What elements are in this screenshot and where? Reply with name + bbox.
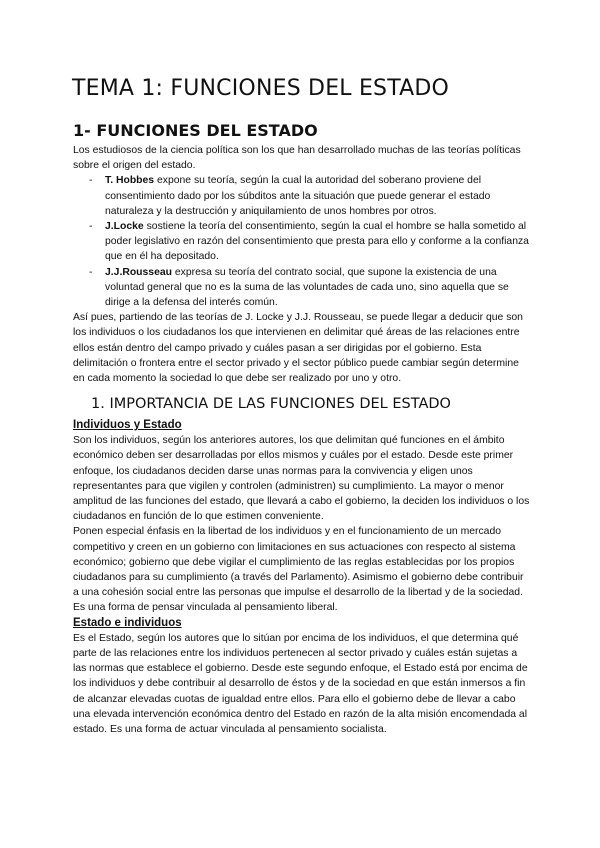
list-item-text: expone su teoría, según la cual la autoridad del soberano proviene del consentimiento dado por los súbditos ante la situación que puede generar el estado naturaleza y la destrucción y aniquilamiento de unos hombres por otros.	[105, 175, 491, 217]
section-heading-funciones: 1- FUNCIONES DEL ESTADO	[73, 121, 318, 140]
list-item-locke	[89, 219, 531, 265]
section-intro: Los estudiosos de la ciencia política son los que han desarrollado muchas de las teorías políticas sobre el origen del estado.	[73, 145, 521, 172]
list-item-text: expresa su teoría del contrato social, que supone la existencia de una voluntad general que no es la suma de las voluntades de cada uno, sino aquella que se dirige a la defensa del interés común.	[105, 266, 509, 309]
bullet-dash: -	[89, 175, 93, 187]
author-name: J.J.Rousseau	[105, 266, 172, 278]
subheading-estado-individuos: Estado e individuos	[73, 616, 182, 629]
list-item-rousseau	[89, 265, 531, 311]
paragraph: Son los individuos, según los anteriores autores, los que delimitan qué funciones en el ámbito económico deben ser desarrolladas por ellos mismos y cuáles por el estado. Desde este primer enfoque, los ciudadanos deciden darse unas normas para la convivencia y eligen unos representantes para que vigilen y controlen (administren) su cumplimiento. La mayor o menor amplitud de las funciones del estado, que llevará a cabo el gobierno, la deciden los individuos o los ciudadanos en función de lo que estimen conveniente.	[73, 435, 530, 523]
subheading-individuos-estado: Individuos y Estado	[73, 419, 182, 432]
author-name: J.Locke	[105, 221, 144, 233]
page-title: TEMA 1: FUNCIONES DEL ESTADO	[72, 76, 450, 101]
list-item-hobbes	[89, 173, 531, 219]
paragraph: Ponen especial énfasis en la libertad de los individuos y en el funcionamiento de un mercado competitivo y creen en un gobierno con limitaciones en sus actuaciones con respecto al sistema económico; gobierno que debe vigilar el cumplimiento de las reglas establecidas por los propios ciudadanos para su cumplimiento (a través del Parlamento). Asimismo el gobierno debe contribuir a una cohesión social entre las personas que impulse el desarrollo de la libertad y de la sociedad. Es una forma de pensar vinculada al pensamiento liberal.	[73, 526, 524, 614]
section-conclusion: Así pues, partiendo de las teorías de J. Locke y J.J. Rousseau, se puede llegar a deducir que son los individuos o los ciudadanos los que intervienen en delimitar qué áreas de las relaciones entre ellos están dentro del campo privado y cuáles pasan a ser dirigidas por el gobierno. Esta delimitación o frontera entre el sector privado y el sector público puede cambiar según determine en cada momento la sociedad lo que debe ser realizado por uno y otro.	[73, 312, 523, 385]
bullet-dash: -	[89, 266, 93, 278]
paragraph: Es el Estado, según los autores que lo sitúan por encima de los individuos, el que determina qué parte de las relaciones entre los individuos pertenecen al sector privado y cuáles están sujetas a las normas que establece el gobierno. Desde este segundo enfoque, el Estado está por encima de los individuos y debe contribuir al desarrollo de éstos y de la sociedad en que están inmersos a fin de alcanzar elevadas cuotas de igualdad entre ellos. Para ello el gobierno debe de llevar a cabo una elevada intervención económica dentro del Estado en razón de la alta misión encomendada al estado. Es una forma de actuar vinculada al pensamiento socialista.	[73, 632, 528, 735]
section-heading-importancia: 1. IMPORTANCIA DE LAS FUNCIONES DEL ESTADO	[91, 396, 451, 413]
document-body	[73, 120, 531, 737]
bullet-dash: -	[89, 221, 93, 233]
list-item-text: sostiene la teoría del consentimiento, según la cual el hombre se halla sometido al poder legislativo en razón del consentimiento que presta para ello y conforme a la confianza que en él ha depositado.	[105, 221, 529, 263]
theory-list	[73, 173, 531, 310]
author-name: T. Hobbes	[105, 175, 155, 187]
